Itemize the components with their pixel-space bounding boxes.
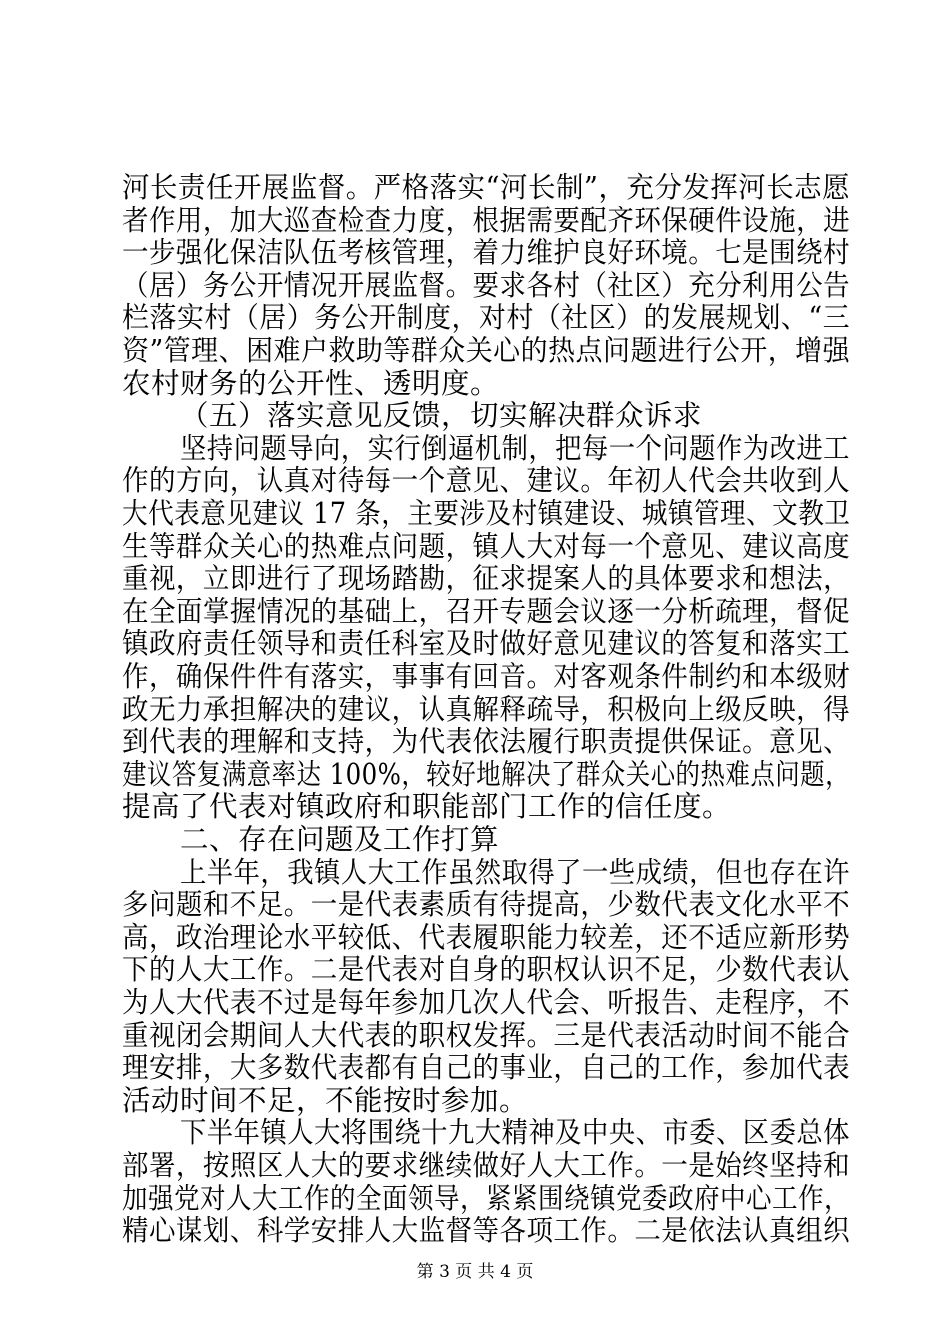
body-text-line: 上半年，我镇人大工作虽然取得了一些成绩，但也存在许 — [180, 855, 850, 889]
body-text-line: 为人大代表不过是每年参加几次人代会、听报告、走程序，不 — [122, 986, 851, 1019]
page-footer: 第 3 页 共 4 页 — [416, 1262, 534, 1282]
body-text-line: 部署，按照区人大的要求继续做好人大工作。一是始终坚持和 — [122, 1149, 851, 1182]
body-text-line: 农村财务的公开性、透明度。 — [122, 366, 500, 400]
body-text-line: 建议答复满意率达 100%，较好地解决了群众关心的热难点问题， — [122, 757, 851, 791]
body-text-line: 作的方向，认真对待每一个意见、建议。年初人代会共收到人 — [122, 464, 851, 498]
body-text-line: 高，政治理论水平较低、代表履职能力较差，还不适应新形势 — [122, 920, 851, 954]
body-text-line: 重视闭会期间人大代表的职权发挥。三是代表活动时间不能合 — [122, 1018, 851, 1052]
body-text-line: 提高了代表对镇政府和职能部门工作的信任度。 — [122, 790, 732, 824]
body-text-line: 在全面掌握情况的基础上，召开专题会议逐一分析疏理，督促 — [122, 594, 851, 628]
section-heading: 二、存在问题及工作打算 — [180, 823, 500, 856]
body-text-line: 理安排，大多数代表都有自己的事业，自己的工作，参加代表 — [122, 1051, 851, 1085]
body-text-line: 一步强化保洁队伍考核管理，着力维护良好环境。七是围绕村 — [122, 236, 851, 270]
body-text-line: 精心谋划、科学安排人大监督等各项工作。二是依法认真组织 — [122, 1214, 851, 1248]
body-text-line: 活动时间不足，不能按时参加。 — [122, 1083, 529, 1117]
body-text-line: 资”管理、困难户救助等群众关心的热点问题进行公开，增强 — [122, 334, 851, 367]
body-text-line: 作，确保件件有落实，事事有回音。对客观条件制约和本级财 — [122, 660, 851, 693]
body-text-line: 河长责任开展监督。严格落实“河长制”，充分发挥河长志愿 — [122, 171, 851, 204]
body-text-line: 者作用，加大巡查检查力度，根据需要配齐环保硬件设施，进 — [122, 203, 851, 237]
body-text-line: 镇政府责任领导和责任科室及时做好意见建议的答复和落实工 — [122, 627, 851, 661]
body-text-line: （居）务公开情况开展监督。要求各村（社区）充分利用公告 — [122, 268, 851, 302]
body-text-line: 加强党对人大工作的全面领导，紧紧围绕镇党委政府中心工作， — [122, 1181, 851, 1215]
body-text-line: 政无力承担解决的建议，认真解释疏导，积极向上级反映，得 — [122, 692, 851, 726]
body-text-line: 坚持问题导向，实行倒逼机制，把每一个问题作为改进工 — [180, 431, 850, 465]
section-heading: （五）落实意见反馈，切实解决群众诉求 — [180, 399, 703, 433]
body-text-line: 重视，立即进行了现场踏勘，征求提案人的具体要求和想法， — [122, 562, 851, 596]
body-text-line: 多问题和不足。一是代表素质有待提高，少数代表文化水平不 — [122, 888, 851, 922]
body-text-line: 下半年镇人大将围绕十九大精神及中央、市委、区委总体 — [180, 1116, 850, 1150]
body-text-line: 栏落实村（居）务公开制度，对村（社区）的发展规划、“三 — [122, 301, 851, 335]
body-text-line: 下的人大工作。二是代表对自身的职权认识不足，少数代表认 — [122, 953, 851, 987]
body-text-line: 大代表意见建议 17 条，主要涉及村镇建设、城镇管理、文教卫 — [122, 497, 851, 530]
body-text-line: 到代表的理解和支持，为代表依法履行职责提供保证。意见、 — [122, 725, 851, 759]
body-text-line: 生等群众关心的热难点问题，镇人大对每一个意见、建议高度 — [122, 529, 851, 563]
